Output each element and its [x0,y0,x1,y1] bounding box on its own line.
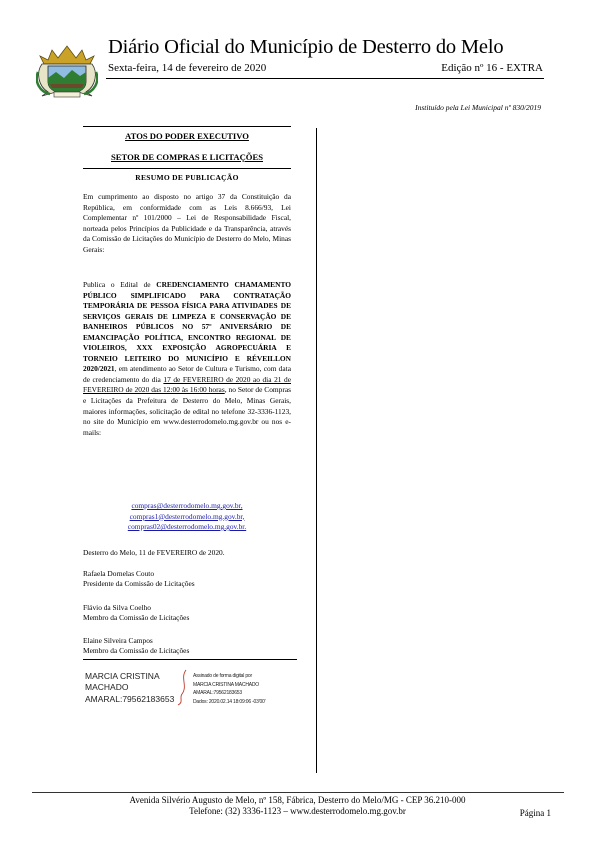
signer-name-line: MARCIA CRISTINA [85,671,160,681]
signature-info-line: Assinado de forma digital por [193,673,252,679]
footer-rule [32,792,564,793]
digital-signer-name [85,671,174,705]
signatory-role: Membro da Comissão de Licitações [83,613,190,623]
signature-info-line: Dados: 2020.02.14 18:09:06 -03'00' [193,699,266,706]
notice-paragraph [83,280,291,438]
signatory-name: Rafaela Dornelas Couto [83,569,155,578]
email-link[interactable]: compras1@desterrodomelo.mg.gov.br, [129,511,245,521]
instituted-by-law: Instituído pela Lei Municipal nº 830/2019 [415,103,541,112]
summary-heading: RESUMO DE PUBLICAÇÃO [135,173,239,182]
notice-mid: , em atendimento ao Setor de Cultura e Turismo, com data de credenciamento do dia [83,364,291,384]
signatory-name: Flávio da Silva Coelho [83,603,151,612]
signatory-block [83,636,189,657]
footer-contact: Telefone: (32) 3336-1123 – www.desterrodomelo.mg.gov.br [189,806,406,816]
email-list [83,501,291,533]
signatory-block [83,569,195,590]
signer-name-line: MACHADO [85,682,129,693]
notice-object: CREDENCIAMENTO CHAMAMENTO PÚBLICO SIMPLIFICADO PARA CONTRATAÇÃO TEMPORÁRIA DE PESSOA FÍSICA PARA ATIVIDADES DE SERVIÇOS GERAIS DE LIMPEZA E CONSERVAÇÃO DE BANHEIROS PÚBLICOS NO 57º ANIVERSÁRIO DE EMANCIPAÇÃO POLÍTICA, ENCONTRO REGIONAL DE VIOLEIROS, XXX EXPOSIÇÃO AGROPECUÁRIA E TORNEIO LEITEIRO DO MUNICÍPIO E RÉVEILLON 2020/2021 [83,280,291,374]
digital-signature-info [193,672,265,707]
signer-name-line: AMARAL:79562183653 [85,693,175,704]
signatory-role: Presidente da Comissão de Licitações [83,579,195,589]
signature-info-line: AMARAL:79562183653 [193,690,242,697]
section-heading-procurement: SETOR DE COMPRAS E LICITAÇÕES [83,148,291,169]
email-link[interactable]: compras02@desterrodomelo.mg.gov.br. [127,522,247,531]
edition-number: Edição nº 16 - EXTRA [441,62,543,74]
municipal-crest-icon [36,42,98,98]
signature-stroke-icon [174,668,190,706]
signature-info-line: MARCIA CRISTINA MACHADO [193,681,259,688]
signatory-name: Elaine Silveira Campos [83,636,153,645]
signature-separator [83,659,297,660]
footer-address: Avenida Silvério Augusto de Melo, nº 158, Fábrica, Desterro do Melo/MG - CEP 36.210-000 [129,795,466,805]
header-rule [106,78,544,79]
notice-date-range: 17 de FEVEREIRO de 2020 ao dia 21 de FEVEREIRO de 2020 das 12:00 às 16:00 horas [83,374,291,395]
page-number: Página 1 [519,808,551,818]
notice-intro: Publica o Edital de [83,280,157,289]
section-heading-executive: ATOS DO PODER EXECUTIVO [83,126,291,149]
newspaper-title: Diário Oficial do Município de Desterro do Melo [108,36,504,58]
column-divider [316,128,317,773]
notice-end: , no Setor de Compras e Licitações da Prefeitura de Desterro do Melo, Minas Gerais, maiores informações, solicitação de edital no telefone 32-3336-1123, no site do Município em www.desterrodomelo.mg.gov.br ou nos e-mails: [83,385,291,437]
intro-paragraph: Em cumprimento ao disposto no artigo 37 da Constituição da República, em conformidade com as Leis 8.666/93, Lei Complementar nº 101/2000 – Lei de Responsabilidade Fiscal, norteada pelos Princípios da Publicidade e da Transparência, através da Comissão de Licitações do Município de Desterro do Melo, Minas Gerais: [83,192,291,254]
publication-date: Sexta-feira, 14 de fevereiro de 2020 [108,62,267,74]
email-link[interactable]: compras@desterrodomelo.mg.gov.br, [131,501,243,510]
signatory-role: Membro da Comissão de Licitações [83,646,190,656]
location-date: Desterro do Melo, 11 de FEVEREIRO de 2020. [83,548,225,557]
signatory-block [83,603,189,624]
